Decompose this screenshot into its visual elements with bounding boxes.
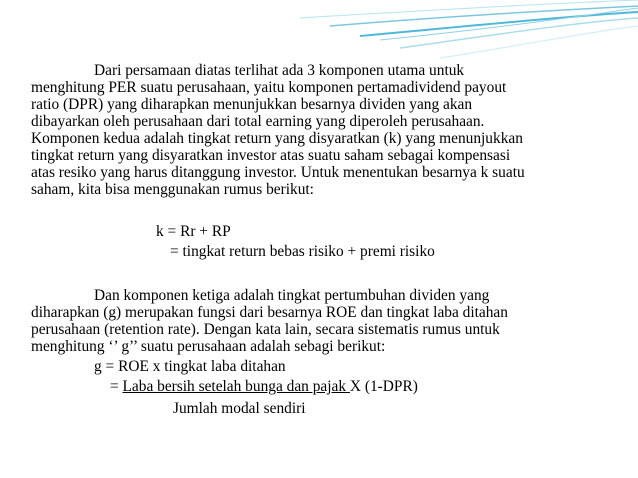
paragraph2-line-1: Dan komponen ketiga adalah tingkat pertumbuhan dividen yang <box>94 287 490 304</box>
paragraph2-line-3: perusahaan (retention rate). Dengan kata lain, secara sistematis rumus untuk <box>31 321 500 338</box>
paragraph1-line-8: saham, kita bisa menggunakan rumus berikut: <box>31 181 314 198</box>
formula-g-eq: = <box>110 378 123 395</box>
paragraph1-line-7: atas resiko yang harus ditanggung investor. Untuk menentukan besarnya k suatu <box>31 164 525 181</box>
paragraph2-line-4: menghitung ‘’ g’’ suatu perusahaan adalah sebagi berikut: <box>31 338 386 355</box>
paragraph1-line-6: tingkat return yang disyaratkan investor atas suatu saham sebagai kompensasi <box>31 147 511 164</box>
formula-g-multiplier: X (1-DPR) <box>349 378 418 395</box>
formula-g-line-1: g = ROE x tingkat laba ditahan <box>94 358 286 375</box>
formula-g-fraction <box>110 378 418 395</box>
paragraph1-line-1: Dari persamaan diatas terlihat ada 3 komponen utama untuk <box>94 62 465 79</box>
paragraph1-line-2: menghitung PER suatu perusahaan, yaitu komponen pertamadividend payout <box>31 79 507 96</box>
formula-g-denominator: Jumlah modal sendiri <box>173 400 306 417</box>
formula-k-line-2: = tingkat return bebas risiko + premi risiko <box>170 243 435 260</box>
paragraph2-line-2: diharapkan (g) merupakan fungsi dari besarnya ROE dan tingkat laba ditahan <box>31 304 508 321</box>
paragraph1-line-3: ratio (DPR) yang diharapkan menunjukkan besarnya dividen yang akan <box>31 96 473 113</box>
formula-k-line-1: k = Rr + RP <box>156 223 231 240</box>
formula-g-numerator: Laba bersih setelah bunga dan pajak <box>122 378 350 395</box>
paragraph1-line-5: Komponen kedua adalah tingkat return yang disyaratkan (k) yang menunjukkan <box>31 130 523 147</box>
paragraph1-line-4: dibayarkan oleh perusahaan dari total earning yang diperoleh perusahaan. <box>31 113 485 130</box>
